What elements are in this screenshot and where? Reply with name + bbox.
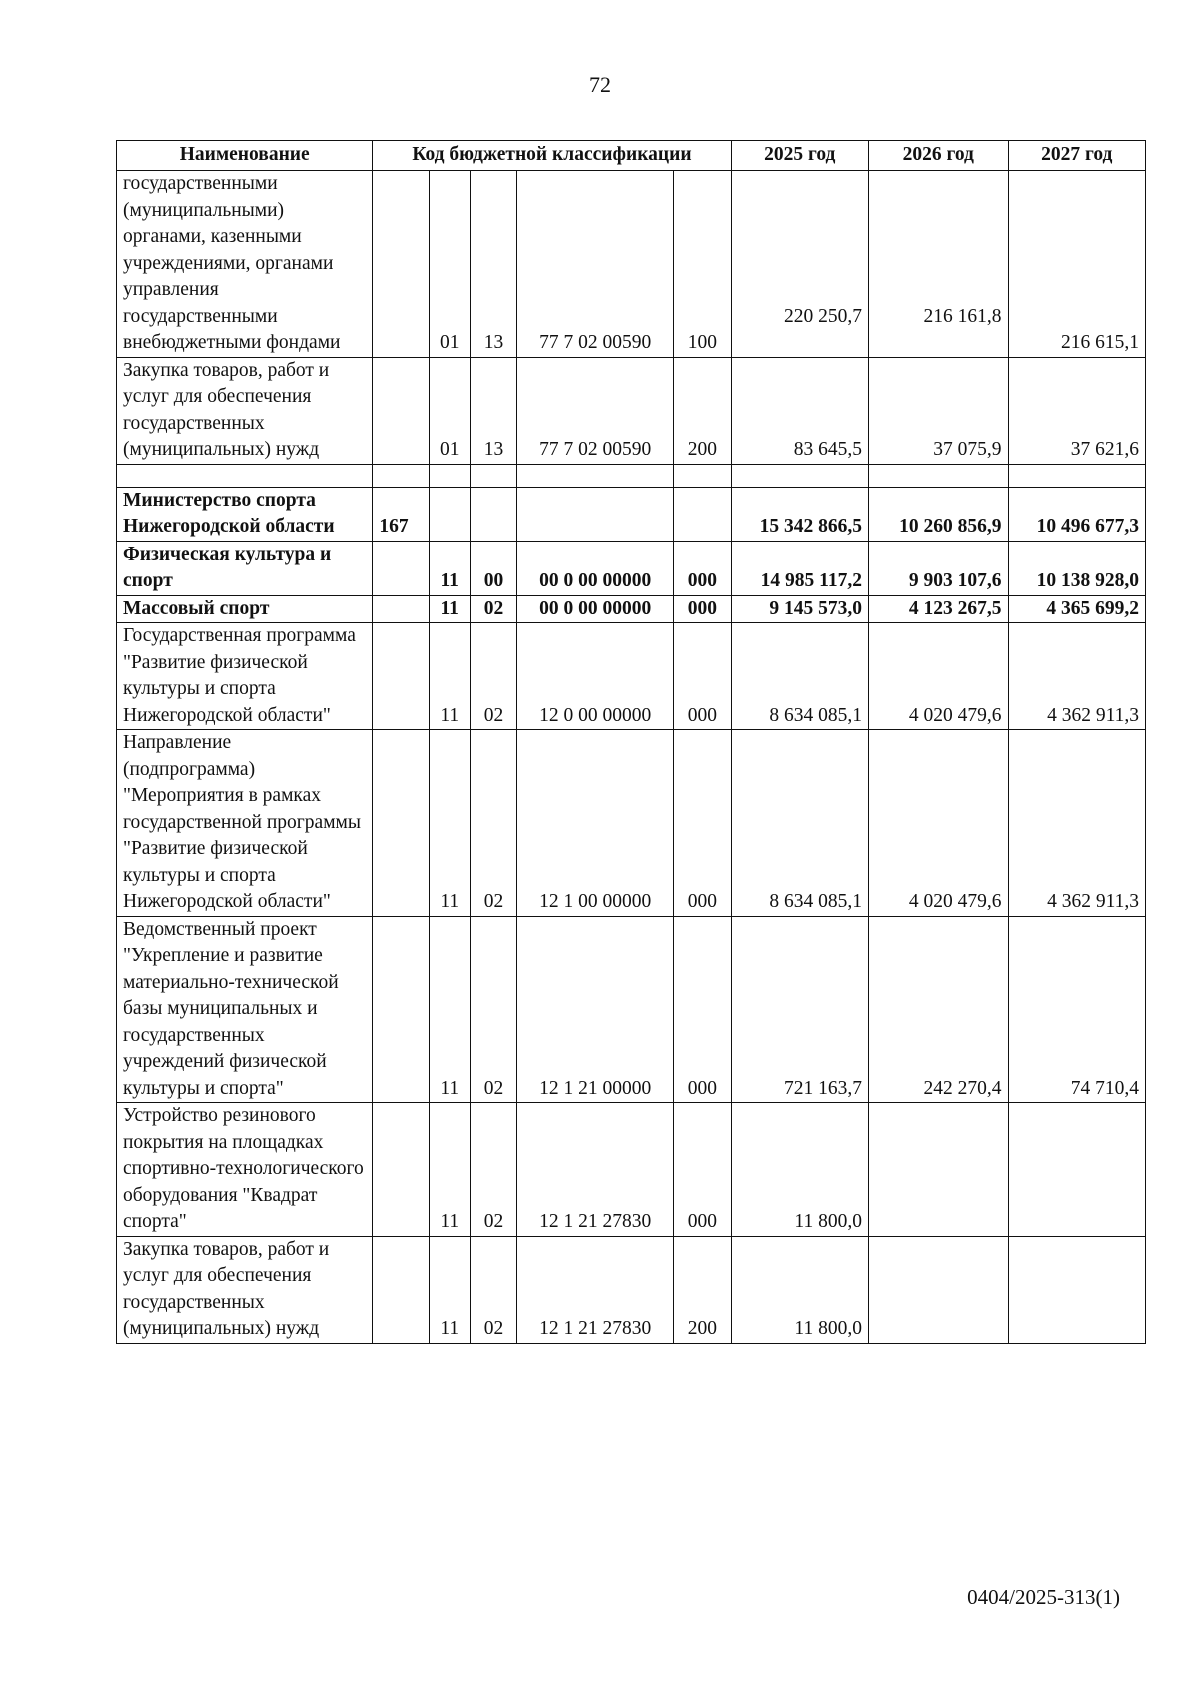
code-target: 12 1 21 27830 <box>517 1103 674 1237</box>
table-row <box>117 487 1146 541</box>
table-spacer-row <box>117 464 1146 487</box>
value-2025: 9 145 573,0 <box>731 595 868 623</box>
table-row <box>117 916 1146 1103</box>
value-2025: 8 634 085,1 <box>731 730 868 917</box>
code-expense-type: 000 <box>674 595 731 623</box>
value-2025: 11 800,0 <box>731 1103 868 1237</box>
code-target: 77 7 02 00590 <box>517 171 674 358</box>
value-2026: 242 270,4 <box>868 916 1008 1103</box>
header-name: Наименование <box>117 141 373 171</box>
row-name: Устройство резинового покрытия на площадках спортивно-технологического оборудования "Квадрат спорта" <box>117 1103 373 1237</box>
value-2027: 4 362 911,3 <box>1008 623 1145 730</box>
table-row <box>117 595 1146 623</box>
row-name: государственными (муниципальными) органами, казенными учреждениями, органами управления государственными внебюджетными фондами <box>117 171 373 358</box>
code-target: 12 0 00 00000 <box>517 623 674 730</box>
table-row <box>117 730 1146 917</box>
code-subsection: 02 <box>470 916 517 1103</box>
code-ministry <box>373 357 429 464</box>
table-row <box>117 357 1146 464</box>
code-expense-type: 200 <box>674 357 731 464</box>
code-ministry <box>373 595 429 623</box>
value-2027: 37 621,6 <box>1008 357 1145 464</box>
code-expense-type <box>674 487 731 541</box>
code-target: 00 0 00 00000 <box>517 595 674 623</box>
code-ministry <box>373 916 429 1103</box>
code-expense-type: 200 <box>674 1236 731 1343</box>
table-row <box>117 623 1146 730</box>
value-2026: 10 260 856,9 <box>868 487 1008 541</box>
code-ministry <box>373 1236 429 1343</box>
code-target: 77 7 02 00590 <box>517 357 674 464</box>
code-target: 12 1 21 27830 <box>517 1236 674 1343</box>
code-subsection: 02 <box>470 1236 517 1343</box>
table-row <box>117 541 1146 595</box>
code-ministry <box>373 623 429 730</box>
document-code: 0404/2025-313(1) <box>967 1585 1120 1609</box>
code-expense-type: 000 <box>674 541 731 595</box>
header-2027: 2027 год <box>1008 141 1145 171</box>
value-2026: 37 075,9 <box>868 357 1008 464</box>
code-subsection: 00 <box>470 541 517 595</box>
code-expense-type: 000 <box>674 916 731 1103</box>
value-2025: 15 342 866,5 <box>731 487 868 541</box>
header-code: Код бюджетной классификации <box>373 141 731 171</box>
code-target: 12 1 21 00000 <box>517 916 674 1103</box>
table-row <box>117 1103 1146 1237</box>
table-row <box>117 171 1146 358</box>
value-2025: 83 645,5 <box>731 357 868 464</box>
value-2026: 4 123 267,5 <box>868 595 1008 623</box>
code-section: 11 <box>429 595 470 623</box>
code-expense-type: 000 <box>674 1103 731 1237</box>
value-2027: 10 496 677,3 <box>1008 487 1145 541</box>
header-2025: 2025 год <box>731 141 868 171</box>
value-2027: 4 362 911,3 <box>1008 730 1145 917</box>
value-2026: 4 020 479,6 <box>868 623 1008 730</box>
code-target <box>517 487 674 541</box>
code-target: 00 0 00 00000 <box>517 541 674 595</box>
value-2026: 4 020 479,6 <box>868 730 1008 917</box>
table-row <box>117 1236 1146 1343</box>
value-2027: 216 615,1 <box>1008 171 1145 358</box>
value-2025: 8 634 085,1 <box>731 623 868 730</box>
code-subsection: 02 <box>470 595 517 623</box>
value-2025: 14 985 117,2 <box>731 541 868 595</box>
code-section: 11 <box>429 623 470 730</box>
value-2026 <box>868 1103 1008 1237</box>
header-2026: 2026 год <box>868 141 1008 171</box>
code-ministry <box>373 1103 429 1237</box>
code-section: 11 <box>429 730 470 917</box>
value-2025: 220 250,7 <box>731 171 868 358</box>
value-2027 <box>1008 1236 1145 1343</box>
code-subsection: 02 <box>470 1103 517 1237</box>
value-2025: 11 800,0 <box>731 1236 868 1343</box>
code-section: 11 <box>429 541 470 595</box>
row-name: Массовый спорт <box>117 595 373 623</box>
code-ministry <box>373 171 429 358</box>
page-number: 72 <box>589 72 611 97</box>
code-expense-type: 000 <box>674 730 731 917</box>
code-section: 11 <box>429 916 470 1103</box>
row-name: Физическая культура и спорт <box>117 541 373 595</box>
code-subsection: 02 <box>470 623 517 730</box>
code-target: 12 1 00 00000 <box>517 730 674 917</box>
row-name: Государственная программа "Развитие физической культуры и спорта Нижегородской области" <box>117 623 373 730</box>
row-name: Направление (подпрограмма) "Мероприятия в рамках государственной программы "Развитие физической культуры и спорта Нижегородской области" <box>117 730 373 917</box>
row-name: Закупка товаров, работ и услуг для обеспечения государственных (муниципальных) нужд <box>117 1236 373 1343</box>
value-2027: 74 710,4 <box>1008 916 1145 1103</box>
code-subsection: 13 <box>470 171 517 358</box>
table-header-row <box>117 141 1146 171</box>
code-subsection <box>470 487 517 541</box>
row-name: Ведомственный проект "Укрепление и развитие материально-технической базы муниципальных и государственных учреждений физической культуры и спорта" <box>117 916 373 1103</box>
code-expense-type: 100 <box>674 171 731 358</box>
row-name: Министерство спорта Нижегородской области <box>117 487 373 541</box>
code-subsection: 13 <box>470 357 517 464</box>
code-expense-type: 000 <box>674 623 731 730</box>
code-section: 11 <box>429 1103 470 1237</box>
code-section: 01 <box>429 357 470 464</box>
code-ministry <box>373 730 429 917</box>
code-section: 01 <box>429 171 470 358</box>
code-ministry: 167 <box>373 487 429 541</box>
row-name: Закупка товаров, работ и услуг для обеспечения государственных (муниципальных) нужд <box>117 357 373 464</box>
code-ministry <box>373 541 429 595</box>
value-2026: 216 161,8 <box>868 171 1008 358</box>
value-2027: 10 138 928,0 <box>1008 541 1145 595</box>
code-subsection: 02 <box>470 730 517 917</box>
value-2026: 9 903 107,6 <box>868 541 1008 595</box>
code-section <box>429 487 470 541</box>
value-2025: 721 163,7 <box>731 916 868 1103</box>
value-2027: 4 365 699,2 <box>1008 595 1145 623</box>
value-2026 <box>868 1236 1008 1343</box>
code-section: 11 <box>429 1236 470 1343</box>
budget-table <box>116 140 1146 1344</box>
value-2027 <box>1008 1103 1145 1237</box>
